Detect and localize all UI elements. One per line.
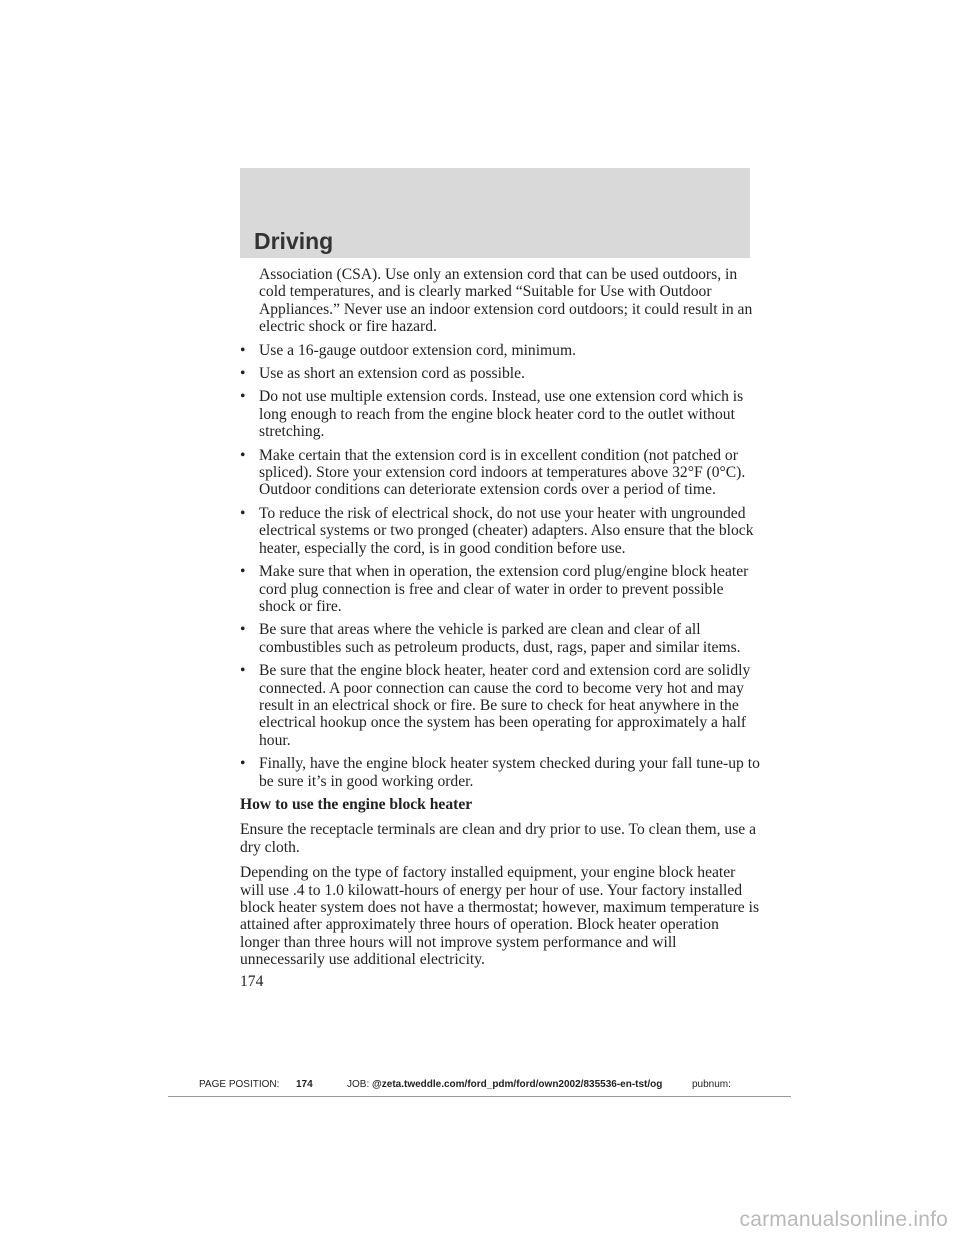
bullet-item [240, 755, 760, 790]
watermark: carmanualsonline.info [739, 1208, 948, 1231]
section-title: Driving [254, 228, 334, 254]
page-content [240, 266, 760, 977]
bullet-item [240, 388, 760, 440]
bullet-text: Finally, have the engine block heater system checked during your fall tune-up to be sure it’s in good working order. [259, 755, 760, 790]
page-number: 174 [240, 973, 264, 990]
continued-paragraph: Association (CSA). Use only an extension cord that can be used outdoors, in cold temperatures, and is clearly marked “Suitable for Use with Outdoor Appliances.” Never use an indoor extension cord outdoors; it could result in an electric shock or fire hazard. [259, 266, 753, 336]
footer-job-value: @zeta.tweddle.com/ford_pdm/ford/own2002/835536-en-tst/og [372, 1079, 663, 1090]
bullet-item [240, 505, 760, 557]
bullet-text: Use as short an extension cord as possible. [259, 365, 525, 383]
paragraph: Ensure the receptacle terminals are clean and dry prior to use. To clean them, use a dry cloth. [240, 821, 757, 856]
bullet-icon: • [240, 563, 246, 581]
bullet-item [240, 447, 760, 499]
bullet-icon: • [240, 446, 246, 464]
bullet-icon: • [240, 621, 246, 639]
bullet-item [240, 365, 760, 382]
footer-position-label: PAGE POSITION: [199, 1079, 280, 1090]
footer-pubnum-label: pubnum: [692, 1079, 731, 1090]
bullet-icon: • [240, 755, 246, 773]
footer-position-value: 174 [296, 1079, 313, 1090]
bullet-icon: • [240, 388, 246, 406]
bullet-icon: • [240, 662, 246, 680]
bullet-text: To reduce the risk of electrical shock, do not use your heater with ungrounded electrical systems or two pronged (cheater) adapters. Also ensure that the block heater, especially the cord, is in good condition before use. [259, 504, 754, 557]
bullet-item [240, 342, 760, 359]
bullet-icon: • [240, 341, 246, 359]
bullet-icon: • [240, 365, 246, 383]
footer-rule [168, 1096, 791, 1097]
bullet-text: Make sure that when in operation, the extension cord plug/engine block heater cord plug connection is free and clear of water in order to prevent possible shock or fire. [259, 563, 749, 615]
bullet-item [240, 621, 760, 656]
bullet-text: Do not use multiple extension cords. Instead, use one extension cord which is long enough to reach from the engine block heater cord to the outlet without stretching. [259, 388, 744, 441]
bullet-text: Be sure that the engine block heater, heater cord and extension cord are solidly connected. A poor connection can cause the cord to become very hot and may result in an electrical shock or fire. Be sure to check for heat anywhere in the electrical hookup once the system has been operating for approximately a half hour. [259, 662, 751, 749]
footer-job-label: JOB: [347, 1079, 370, 1090]
subheading: How to use the engine block heater [240, 795, 473, 813]
bullet-text: Make certain that the extension cord is in excellent condition (not patched or spliced). Store your extension cord indoors at temperatures above 32°F (0°C). Outdoor conditions can deteriorate extension cords over a period of time. [259, 446, 746, 499]
paragraph: Depending on the type of factory installed equipment, your engine block heater will use .4 to 1.0 kilowatt-hours of energy per hour of use. Your factory installed block heater system does not have a thermostat; however, maximum temperature is attained after approximately three hours of operation. Block heater operation longer than three hours will not improve system performance and will unnecessarily use additional electricity. [240, 864, 760, 969]
bullet-text: Use a 16-gauge outdoor extension cord, minimum. [259, 341, 577, 359]
bullet-item [240, 563, 760, 615]
bullet-text: Be sure that areas where the vehicle is parked are clean and clear of all combustibles such as petroleum products, dust, rags, paper and similar items. [259, 621, 741, 656]
bullet-icon: • [240, 504, 246, 522]
bullet-item [240, 662, 760, 749]
